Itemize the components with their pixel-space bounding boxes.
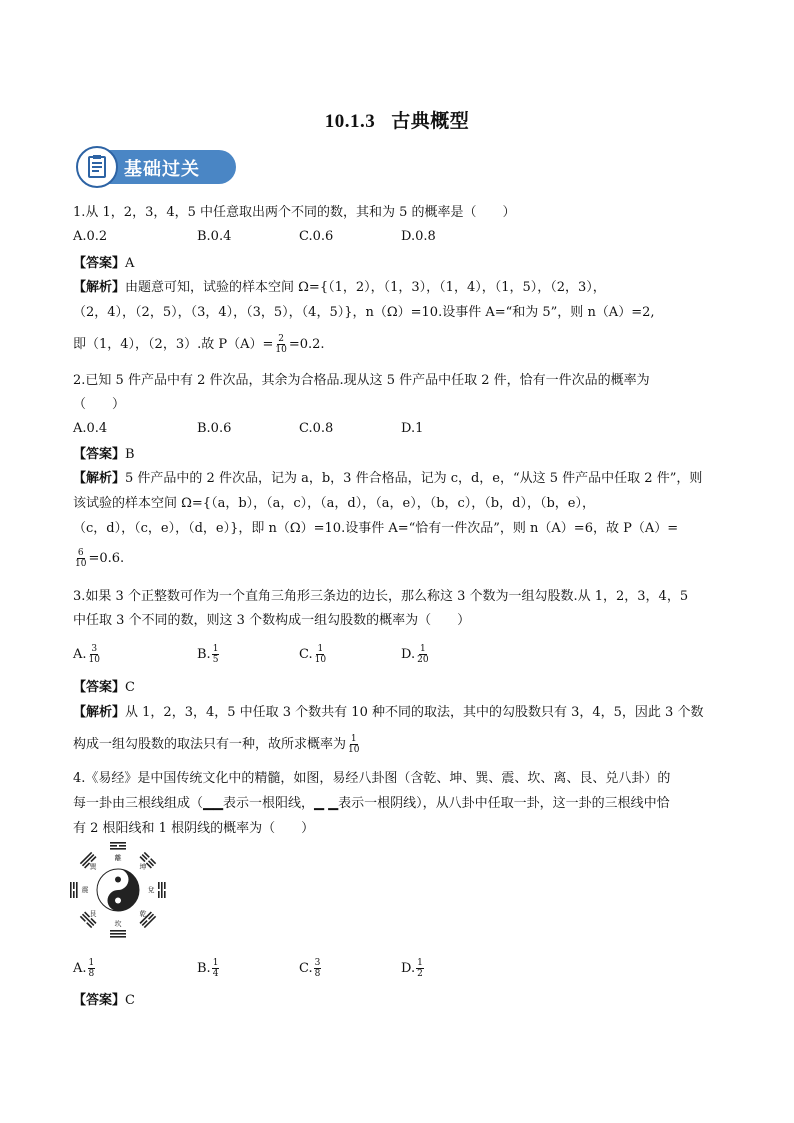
denominator: 8: [88, 969, 95, 979]
numerator: 1: [212, 958, 219, 968]
denominator: 4: [212, 969, 219, 979]
trigram-label: 艮: [89, 910, 97, 918]
option-label: D.: [401, 647, 416, 662]
section-banner: [76, 146, 236, 188]
q2-analysis-line-2: 该试验的样本空间 Ω={（a，b），（a，c），（a，d），（a，e），（b，c），（b，d），（b，e），: [73, 496, 595, 511]
q4-stem-line-1: 4.《易经》是中国传统文化中的精髓，如图，易经八卦图（含乾、坤、巽、震、坎、离、艮、兑八卦）的: [73, 771, 671, 786]
q2-option-a: A.0.4: [73, 421, 108, 436]
fraction: [212, 644, 220, 665]
trigram-label: 震: [81, 886, 89, 894]
q2-analysis-line-4: [73, 548, 124, 569]
yin-yang-icon: [97, 869, 139, 911]
q2-option-c: C.0.8: [299, 421, 334, 436]
section-title: 古典概型: [391, 110, 470, 132]
option-label: B.: [197, 961, 211, 976]
numerator: 6: [77, 548, 84, 558]
trigram-label: 乾: [139, 910, 147, 918]
fraction: [88, 644, 101, 665]
answer-value: C: [125, 993, 135, 1008]
q3-stem-line-2: 中任取 3 个不同的数，则这 3 个数构成一组勾股数的概率为（ ）: [73, 613, 471, 628]
analysis-text: =0.2.: [288, 337, 325, 352]
analysis-text: 5 件产品中的 2 件次品，记为 a，b，3 件合格品，记为 c，d，e，“从这 5 件产品中任取 2 件”，则: [125, 471, 703, 486]
numerator: 1: [317, 644, 324, 654]
q1-option-b: B.0.4: [197, 229, 232, 244]
bagua-diagram: [68, 840, 168, 940]
bagua-svg: [68, 840, 168, 940]
q4-option-d: [401, 958, 425, 979]
q3-option-d: [401, 644, 431, 665]
answer-value: B: [125, 447, 135, 462]
q1-option-c: C.0.6: [299, 229, 334, 244]
numerator: 1: [350, 734, 357, 744]
fraction: [314, 644, 327, 665]
banner-label: 基础过关: [124, 159, 200, 180]
denominator: 10: [275, 345, 287, 355]
denominator: 10: [88, 655, 100, 665]
page-title: [0, 106, 794, 133]
trigram-label: 坤: [139, 863, 147, 871]
analysis-tag: 【解析】: [73, 280, 126, 295]
q3-option-c: [299, 644, 328, 665]
q2-analysis-line-1: [73, 470, 702, 488]
numerator: 1: [88, 958, 95, 968]
q1-answer: [73, 255, 134, 273]
denominator: 10: [348, 745, 360, 755]
q1-option-d: D.0.8: [401, 229, 436, 244]
answer-tag: 【答案】: [73, 993, 126, 1008]
q2-option-b: B.0.6: [197, 421, 232, 436]
fraction: [274, 334, 287, 355]
option-label: C.: [299, 647, 313, 662]
answer-tag: 【答案】: [73, 256, 126, 271]
numerator: 2: [278, 334, 284, 344]
fraction: [88, 958, 96, 979]
q4-option-c: [299, 958, 322, 979]
fraction: [212, 958, 220, 979]
q4-option-a: [73, 958, 96, 979]
numerator: 3: [91, 644, 98, 654]
fraction: [74, 548, 87, 569]
option-label: B.: [197, 647, 211, 662]
q2-analysis-line-3: （c，d），（c，e），（d，e）}，即 n（Ω）=10.设事件 A=“恰有一件次品”，则 n（A）=6，故 P（A）=: [73, 521, 679, 536]
trigram-label: 巽: [89, 863, 97, 871]
trigram-label: 兌: [147, 886, 155, 894]
q1-analysis-line-3: [73, 334, 325, 355]
answer-tag: 【答案】: [73, 680, 126, 695]
q3-option-b: [197, 644, 220, 665]
q3-answer: [73, 679, 135, 697]
q1-analysis-line-2: （2，4），（2，5），（3，4），（3，5），（4，5）}，n（Ω）=10.设事件 A=“和为 5”，则 n（A）=2,: [73, 305, 655, 320]
q4-answer: [73, 992, 135, 1010]
analysis-text: 构成一组勾股数的取法只有一种，故所求概率为: [73, 737, 347, 752]
option-label: A.: [73, 961, 87, 976]
fraction: [416, 958, 424, 979]
analysis-text: 从 1，2，3，4，5 中任取 3 个数共有 10 种不同的取法，其中的勾股数只有 3，4，5，因此 3 个数: [125, 705, 704, 720]
q2-option-d: D.1: [401, 421, 424, 436]
section-number: 10.1.3: [324, 111, 376, 132]
denominator: 2: [417, 969, 423, 979]
answer-value: A: [125, 256, 135, 271]
option-label: A.: [73, 647, 87, 662]
trigram-label: 離: [114, 854, 122, 862]
numerator: 1: [212, 644, 219, 654]
denominator: 20: [417, 655, 429, 665]
answer-tag: 【答案】: [73, 447, 126, 462]
numerator: 1: [417, 958, 423, 968]
analysis-text: =0.6.: [88, 551, 125, 566]
fraction: [416, 644, 429, 665]
analysis-text: 由题意可知，试验的样本空间 Ω={（1，2），（1，3），（1，4），（1，5），（2，3），: [125, 280, 606, 295]
q3-option-a: [73, 644, 102, 665]
clipboard-icon: [76, 146, 118, 188]
denominator: 5: [212, 655, 219, 665]
trigram-label: 坎: [114, 920, 122, 928]
analysis-text: 即（1，4），（2，3）.故 P（A）=: [73, 337, 274, 352]
q2-stem-line-1: 2.已知 5 件产品中有 2 件次品，其余为合格品.现从这 5 件产品中任取 2 件，恰有一件次品的概率为: [73, 373, 650, 388]
q3-stem-line-1: 3.如果 3 个正整数可作为一个直角三角形三条边的边长，那么称这 3 个数为一组勾股数.从 1，2，3，4，5: [73, 589, 689, 604]
q1-analysis-line-1: [73, 279, 606, 297]
numerator: 1: [419, 644, 426, 654]
analysis-tag: 【解析】: [73, 471, 126, 486]
analysis-tag: 【解析】: [73, 705, 126, 720]
q4-option-b: [197, 958, 220, 979]
answer-value: C: [125, 680, 135, 695]
q1-stem: 1.从 1，2，3，4，5 中任意取出两个不同的数，其和为 5 的概率是（ ）: [73, 205, 516, 220]
q4-stem-line-2: 每一卦由三根线组成（▁▁表示一根阳线，▁ ▁表示一根阴线），从八卦中任取一卦，这一卦的三根线中恰: [73, 796, 670, 811]
q3-analysis-line-2: [73, 734, 361, 755]
fraction: [347, 734, 360, 755]
denominator: 10: [314, 655, 327, 665]
numerator: 3: [314, 958, 321, 968]
q3-analysis-line-1: [73, 704, 703, 722]
q4-stem-line-3: 有 2 根阳线和 1 根阴线的概率为（ ）: [73, 821, 315, 836]
q1-option-a: A.0.2: [73, 229, 108, 244]
option-label: C.: [299, 961, 313, 976]
q2-stem-line-2: （ ）: [73, 397, 126, 412]
option-label: D.: [401, 961, 416, 976]
fraction: [314, 958, 322, 979]
q2-answer: [73, 446, 135, 464]
denominator: 8: [314, 969, 321, 979]
denominator: 10: [75, 559, 87, 569]
